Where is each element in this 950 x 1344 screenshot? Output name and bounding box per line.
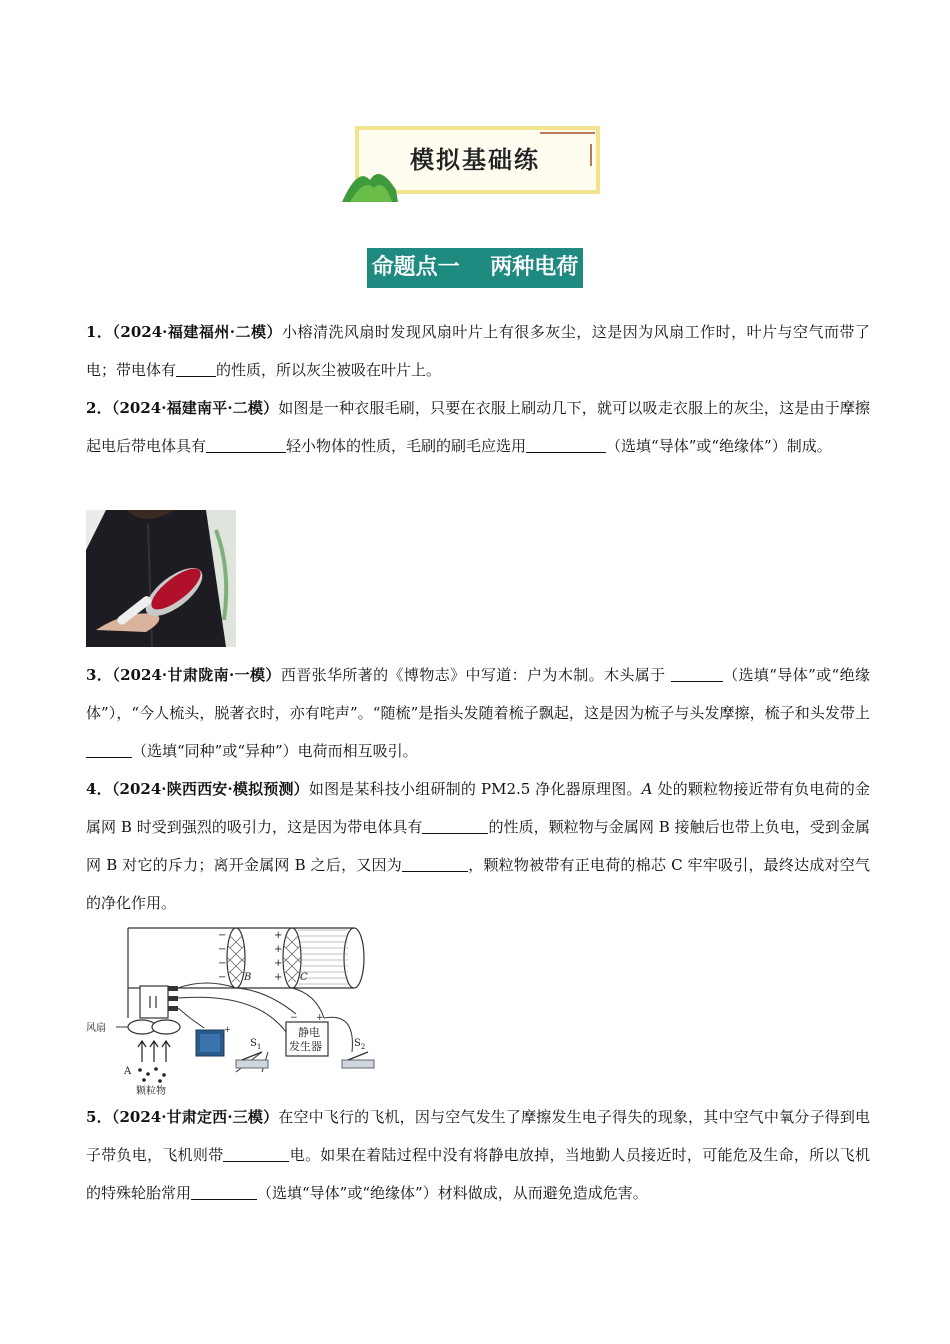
minus-sign: − — [290, 1013, 298, 1023]
switch-s2-label: $S_2$ — [354, 1038, 366, 1051]
banner-title: 模拟基础练 — [410, 146, 540, 174]
question-source: （2024·福建南平·二模） — [111, 399, 279, 417]
generator-label-line2: 发生器 — [289, 1040, 322, 1053]
question-number: 2． — [86, 399, 112, 417]
plus-sign: + — [224, 1025, 231, 1034]
question-4: 4．（2024·陕西西安·模拟预测）如图是某科技小组研制的 PM2.5 净化器原理图。A 处的颗粒物接近带有负电荷的金属网 B 时受到强烈的吸引力，这是因为带电体具有 的性质，颗粒物与金属网 B 接触后也带上负电，受到金属网 B 对它的斥力；离开金属网 B 之后，又因为 ，颗粒物被带有正电荷的棉芯 C 牢牢吸引，最终达成对空气的净化作用。 — [86, 780, 871, 912]
question-5: 5．（2024·甘肃定西·三模）在空中飞行的飞机，因与空气发生了摩擦发生电子得失的现象，其中空气中氧分子得到电子带负电，飞机则带 电。如果在着陆过程中没有将静电放掉，当地勤人员接近时，可能危及生命，所以飞机的特殊轮胎常用 （选填“导体”或“绝缘体”）材料做成，从而避免造成危害。 — [86, 1108, 870, 1202]
plus-sign: + — [316, 1013, 324, 1023]
answer-blank[interactable] — [422, 817, 488, 834]
question-source: （2024·甘肃定西·三模） — [111, 1108, 279, 1126]
generator-label-line1: 静电 — [298, 1026, 320, 1039]
answer-blank[interactable] — [223, 1145, 289, 1162]
answer-blank[interactable] — [206, 436, 286, 453]
question-number: 1． — [86, 323, 113, 341]
minus-sign: − — [218, 930, 227, 941]
answer-blank[interactable] — [86, 741, 132, 758]
particles-label: 颗粒物 — [136, 1086, 166, 1097]
switch-s1-label: $S_1$ — [250, 1038, 262, 1051]
purifier-circuit-figure — [86, 922, 376, 1097]
question-source: （2024·甘肃陇南·一模） — [112, 666, 281, 684]
point-a-label: A — [124, 1066, 132, 1077]
plus-sign: + — [274, 958, 283, 969]
section-title: 命题点一 两种电荷 — [367, 248, 583, 288]
question-1: 1．（2024·福建福州·二模）小榕清洗风扇时发现风扇叶片上有很多灰尘，这是因为风扇工作时，叶片与空气而带了电；带电体有 的性质，所以灰尘被吸在叶片上。 — [86, 323, 870, 379]
core-c-label: C — [300, 972, 308, 983]
answer-blank[interactable] — [176, 360, 216, 377]
answer-blank[interactable] — [671, 665, 723, 682]
plus-sign: + — [274, 930, 283, 941]
question-number: 3． — [86, 666, 113, 684]
plus-sign: + — [274, 944, 283, 955]
answer-blank[interactable] — [526, 436, 606, 453]
question-source: （2024·陕西西安·模拟预测） — [111, 780, 309, 798]
minus-sign: − — [218, 972, 227, 983]
minus-sign: − — [218, 958, 227, 969]
question-3: 3．（2024·甘肃陇南·一模）西晋张华所著的《博物志》中写道：户为木制。木头属于 （选填“导体”或“绝缘体”），“今人梳头，脱著衣时，亦有咤声”。“随梳”是指头发随着梳子飘起，这是因为梳子与头发摩擦，梳子和头发带上（选填“同种”或“异种”）电荷而相互吸引。 — [86, 666, 870, 760]
clothes-brush-photo — [86, 510, 236, 647]
minus-sign: − — [218, 944, 227, 955]
question-2: 2．（2024·福建南平·二模）如图是一种衣服毛刷，只要在衣服上刷动几下，就可以吸走衣服上的灰尘，这是由于摩擦起电后带电体具有 轻小物体的性质，毛刷的刷毛应选用 （选填“导体”或“绝缘体”）制成。 — [86, 399, 870, 455]
question-number: 4． — [86, 780, 112, 798]
question-number: 5． — [86, 1108, 112, 1126]
mesh-b-label: B — [244, 972, 252, 983]
plus-sign: + — [274, 972, 283, 983]
banner-accent-line — [540, 132, 595, 134]
question-source: （2024·福建福州·二模） — [112, 323, 282, 341]
fan-label: 风扇 — [86, 1023, 106, 1034]
section-banner — [340, 120, 610, 208]
answer-blank[interactable] — [191, 1183, 257, 1200]
answer-blank[interactable] — [402, 855, 468, 872]
